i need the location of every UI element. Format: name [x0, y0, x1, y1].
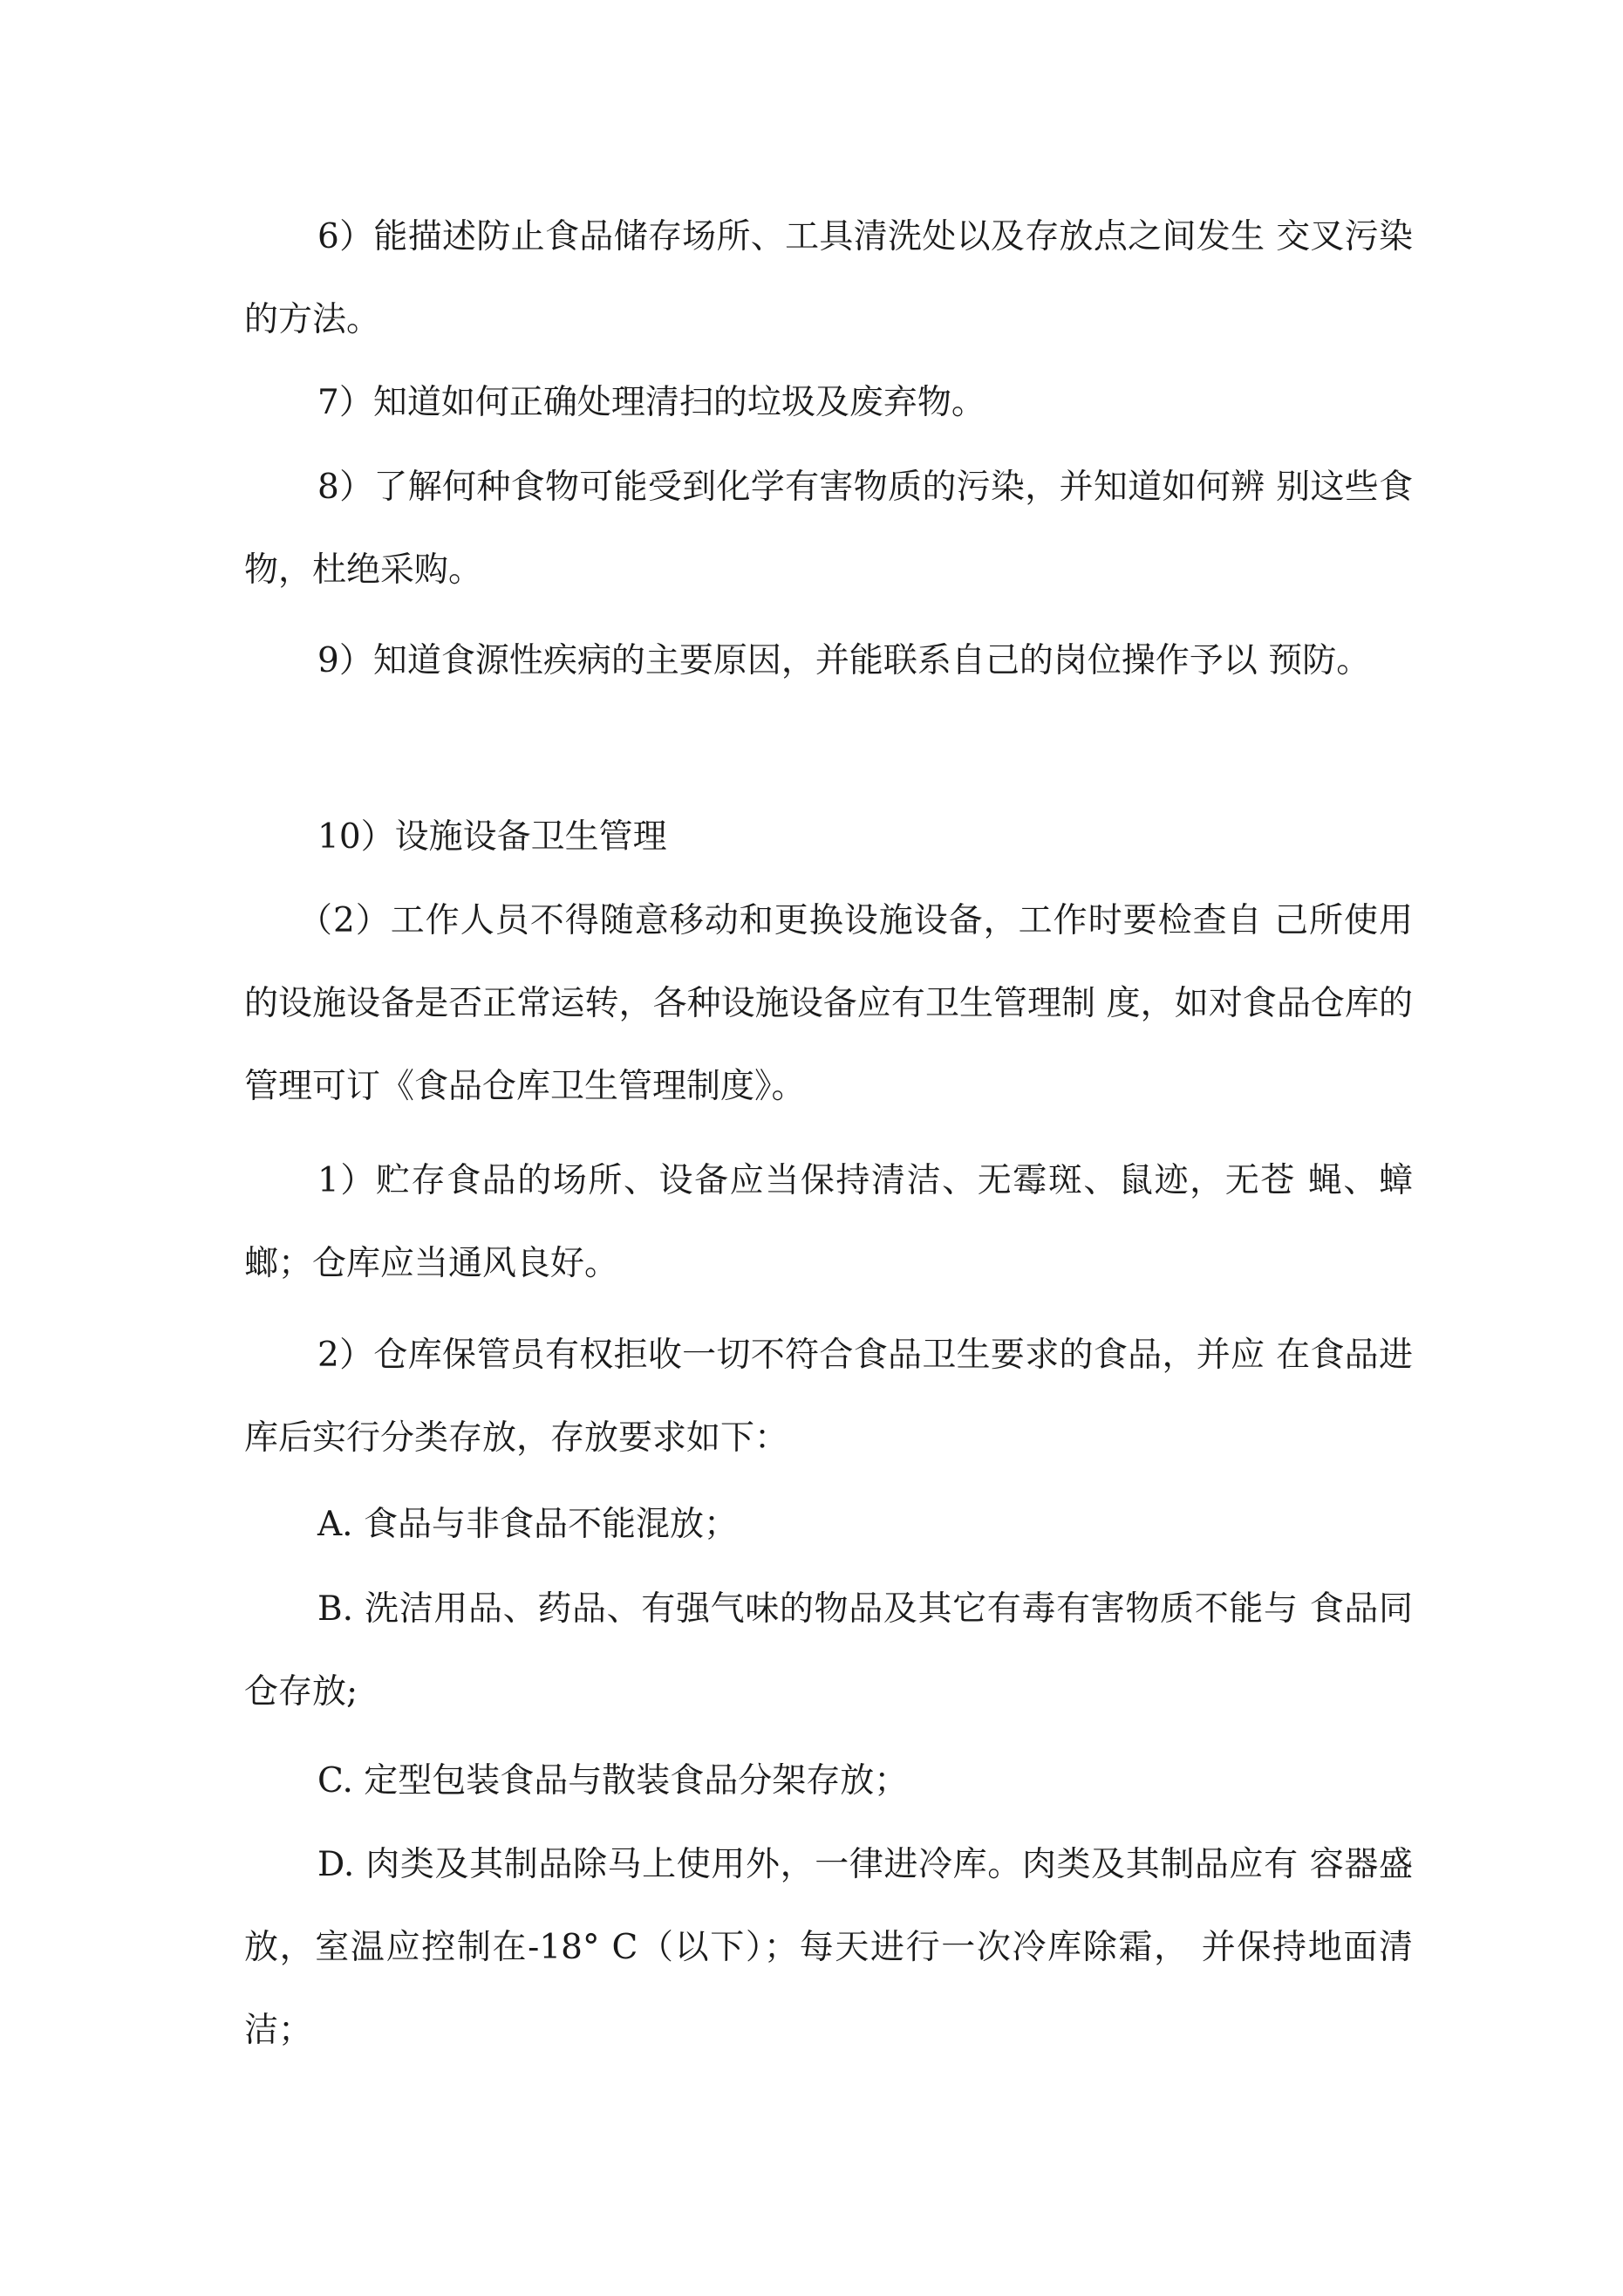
paragraph-item-b: B. 洗洁用品、药品、有强气味的物品及其它有毒有害物质不能与 食品同仓存放;: [244, 1589, 1413, 1712]
paragraph-item-c: C. 定型包装食品与散装食品分架存放；: [317, 1761, 909, 1801]
paragraph-item-a: A. 食品与非食品不能混放；: [317, 1505, 738, 1544]
paragraph-storage-2: 2）仓库保管员有权拒收一切不符合食品卫生要求的食品，并应 在食品进库后实行分类存放，存放要求如下：: [244, 1336, 1413, 1458]
paragraph-storage-1: 1）贮存食品的场所、设备应当保持清洁、无霉斑、鼠迹，无苍 蝇、蟑螂；仓库应当通风良好。: [244, 1161, 1413, 1283]
paragraph-6: 6）能描述防止食品储存场所、工具清洗处以及存放点之间发生 交叉污染的方法。: [244, 217, 1413, 339]
paragraph-8: 8）了解何种食物可能受到化学有害物质的污染，并知道如何辨 别这些食物，杜绝采购。: [244, 468, 1413, 590]
paragraph-item-d: D. 肉类及其制品除马上使用外，一律进冷库。肉类及其制品应有 容器盛放，室温应控制在-18° C（以下）；每天进行一次冷库除霜， 并保持地面清洁；: [244, 1845, 1413, 2050]
paragraph-7: 7）知道如何正确处理清扫的垃圾及废弃物。: [317, 383, 985, 422]
paragraph-9: 9）知道食源性疾病的主要原因，并能联系自己的岗位操作予以 预防。: [317, 641, 1371, 680]
paragraph-facility-2: （2）工作人员不得随意移动和更换设施设备，工作时要检查自 己所使用的设施设备是否正常运转，各种设施设备应有卫生管理制 度，如对食品仓库的管理可订《食品仓库卫生管理制度》。: [244, 901, 1413, 1106]
paragraph-10: 10）设施设备卫生管理: [317, 817, 667, 857]
